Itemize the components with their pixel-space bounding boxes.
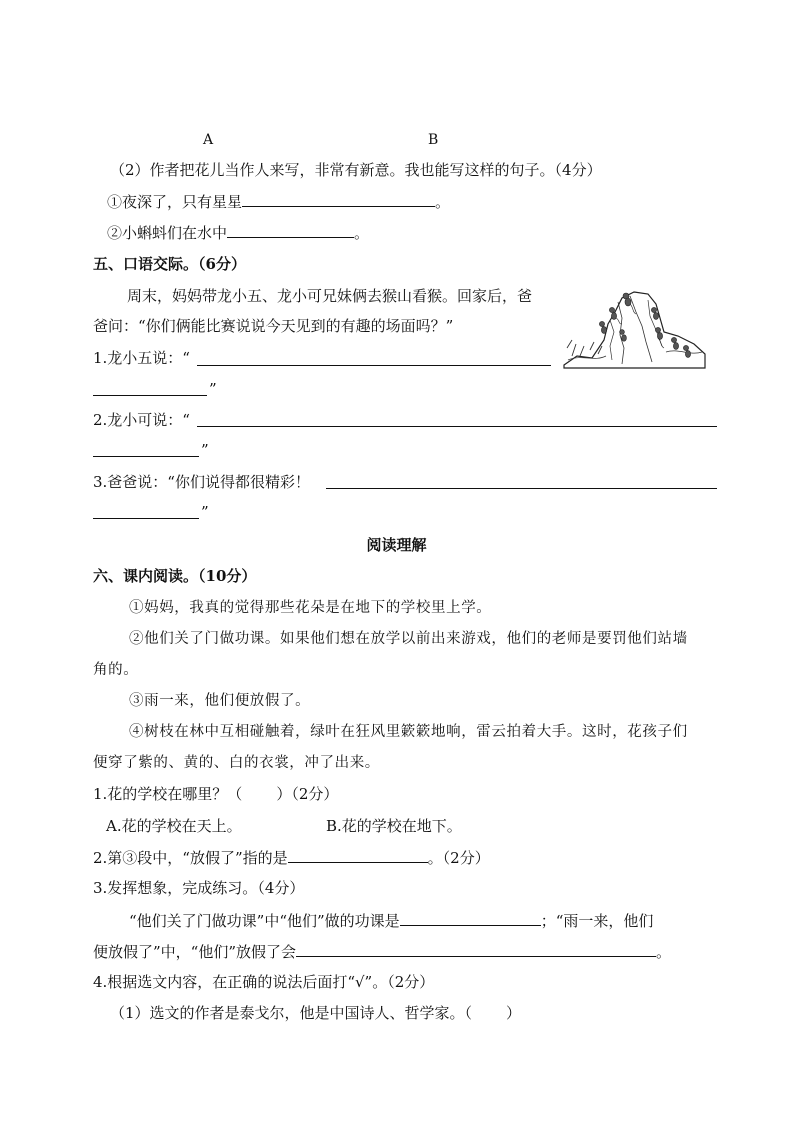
question-3-line-1-b: ；“雨一来，他们 xyxy=(540,912,654,930)
close-quote: ” xyxy=(201,441,209,459)
item-1-text: ①夜深了，只有星星 xyxy=(107,193,243,211)
section-5-title: 五、口语交际。（6分） xyxy=(93,255,246,273)
close-quote: ” xyxy=(209,380,217,398)
passage-paragraph-4-line-2: 便穿了紫的、黄的、白的衣裳，冲了出来。 xyxy=(93,755,380,771)
question-2-item-2 xyxy=(107,222,369,243)
passage-paragraph-2-line-1: ②他们关了门做功课。如果他们想在放学以前出来游戏，他们的老师是要罚他们站墙 xyxy=(129,631,688,647)
question-1-option-b[interactable]: B.花的学校在地下。 xyxy=(326,817,462,835)
question-4-item-1 xyxy=(110,1003,521,1023)
question-4-item-1-end: ） xyxy=(506,1004,522,1022)
question-2-prompt: （2）作者把花儿当作人来写，非常有新意。我也能写这样的句子。（4分） xyxy=(110,161,602,179)
section-5-q2-label: 2.龙小可说：“ xyxy=(93,411,190,429)
close-quote: ” xyxy=(201,503,209,521)
question-1-text: 1.花的学校在哪里？（ xyxy=(93,785,243,803)
answer-line[interactable] xyxy=(326,488,717,489)
question-3-line-2-a: 便放假了”中，“他们”放假了会 xyxy=(93,943,297,961)
question-2-text: 2.第③段中，“放假了”指的是 xyxy=(93,849,288,867)
question-4-item-1-text: （1）选文的作者是泰戈尔，他是中国诗人、哲学家。（ xyxy=(110,1004,473,1022)
answer-line[interactable] xyxy=(197,365,551,366)
reading-question-1 xyxy=(93,784,338,804)
reading-question-4: 4.根据选文内容，在正确的说法后面打“√”。（2分） xyxy=(93,973,435,991)
answer-line[interactable] xyxy=(197,426,717,427)
answer-line[interactable] xyxy=(93,395,207,396)
passage-paragraph-2-line-2: 角的。 xyxy=(93,662,139,678)
answer-blank[interactable] xyxy=(296,941,656,957)
question-3-line-1-a: “他们关了门做功课”中“他们”做的功课是 xyxy=(129,912,400,930)
question-2-end: 。（2分） xyxy=(427,849,490,867)
answer-blank[interactable] xyxy=(242,191,435,207)
question-2-item-1 xyxy=(107,191,450,212)
passage-paragraph-1: ①妈妈，我真的觉得那些花朵是在地下的学校里上学。 xyxy=(129,600,492,616)
item-2-end: 。 xyxy=(354,224,370,242)
item-1-end: 。 xyxy=(435,193,451,211)
reading-question-3: 3.发挥想象，完成练习。（4分） xyxy=(93,879,305,897)
answer-blank[interactable] xyxy=(400,910,541,926)
reading-question-2 xyxy=(93,847,490,868)
answer-blank[interactable] xyxy=(288,847,428,863)
section-5-intro-line-1: 周末，妈妈带龙小五、龙小可兄妹俩去猴山看猴。回家后，爸 xyxy=(127,287,533,305)
question-1-end: ）（2分） xyxy=(276,785,339,803)
question-3-line-2-b: 。 xyxy=(656,943,672,961)
answer-line[interactable] xyxy=(93,456,199,457)
question-1-option-a[interactable]: A.花的学校在天上。 xyxy=(106,817,242,835)
option-label-b: B xyxy=(428,132,439,148)
question-3-line-2 xyxy=(93,941,671,962)
item-2-text: ②小蝌蚪们在水中 xyxy=(107,224,228,242)
answer-line[interactable] xyxy=(93,518,199,519)
answer-blank[interactable] xyxy=(227,222,354,238)
passage-paragraph-3: ③雨一来，他们便放假了。 xyxy=(129,693,311,709)
section-5-intro-line-2: 爸问：“你们俩能比赛说说今天见到的有趣的场面吗？” xyxy=(93,317,454,335)
reading-title: 阅读理解 xyxy=(366,536,427,554)
section-5-q1-label: 1.龙小五说：“ xyxy=(93,349,190,367)
question-3-line-1 xyxy=(129,910,653,931)
section-5-q3-label: 3.爸爸说：“你们说得都很精彩！ xyxy=(93,473,310,491)
option-label-a: A xyxy=(203,132,214,148)
section-6-title: 六、课内阅读。（10分） xyxy=(93,567,257,585)
passage-paragraph-4-line-1: ④树枝在林中互相碰触着，绿叶在狂风里簌簌地响，雷云拍着大手。这时，花孩子们 xyxy=(129,724,688,740)
monkey-mountain-illustration xyxy=(562,290,707,370)
